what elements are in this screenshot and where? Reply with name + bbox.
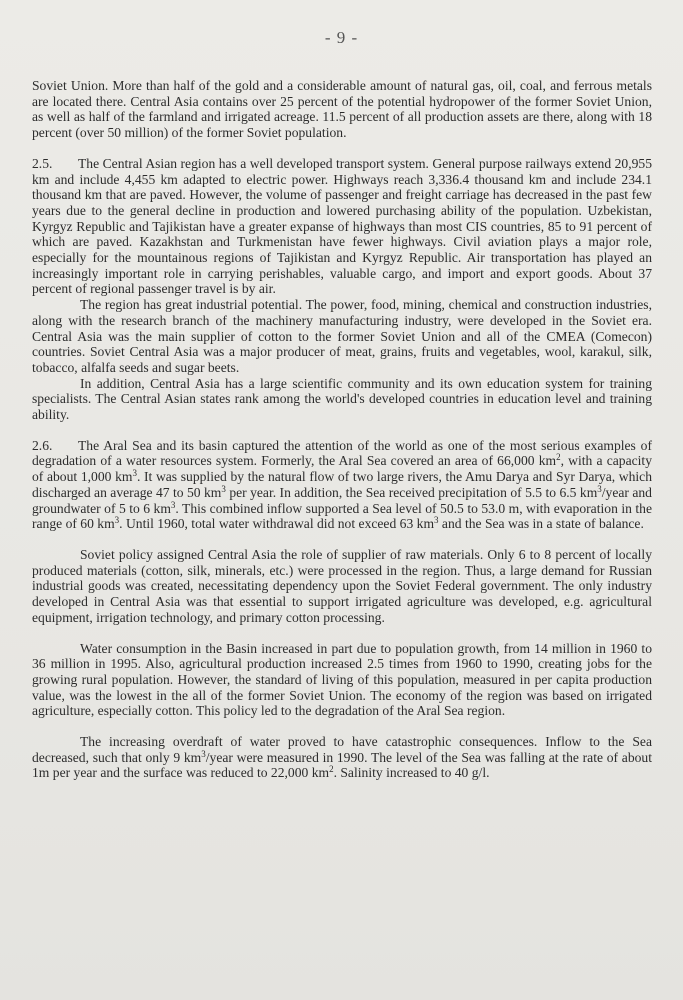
section-2-5-paragraph — [32, 156, 652, 297]
page-number: - 9 - — [324, 28, 359, 47]
section-number-2-5: 2.5. — [32, 155, 53, 171]
page-body — [32, 78, 652, 781]
soviet-policy-paragraph: Soviet policy assigned Central Asia the role of supplier of raw materials. Only 6 to 8 percent of locally produced materials (cotton, silk, minerals, etc.) were processed in the region. Thus, a large demand for Russian industrial goods was created, necessitating dependency upon the Soviet Federal government. The only industry developed in Central Asia was that essential to support irrigated agriculture was developed, e.g. agricultural equipment, irrigation technology, and primary cotton processing. — [32, 546, 652, 625]
superscript: 3 — [221, 483, 226, 494]
superscript: 3 — [132, 468, 137, 479]
superscript: 3 — [114, 515, 120, 526]
overdraft-text-b: /year were measured in 1990. The level of the Sea was falling at the rate of about 1m per year and the surface was reduced to 22,000 km — [32, 749, 652, 781]
section-2-6-text-g: . Until 1960, total water withdrawal did not exceed 63 km — [119, 516, 435, 532]
section-number-2-6: 2.6. — [32, 437, 53, 453]
section-2-5-text: The Central Asian region has a well developed transport system. General purpose railways extend 20,955 km and include 4,455 km adapted to electric power. Highways reach 3,336.4 thousand km and include 234.1 thousand km that are paved. However, the volume of passenger and freight carriage has decreased in the past few years due to the general decline in production and lowered purchasing ability of the population. Uzbekistan, Kyrgyz Republic and Tajikistan have a greater expanse of highways than most CIS countries, 85 to 91 percent of which are paved. Kazakhstan and Turkmenistan have fewer highways. Civil aviation plays a major role, especially for the mountainous regions of Tajikistan and Kyrgyz Republic. Air transportation has played an increasingly important role in carrying perishables, valuable cargo, and import and export goods. About 37 percent of regional passenger travel is by air. — [32, 155, 652, 297]
superscript: 2 — [556, 452, 561, 463]
superscript: 3 — [201, 748, 206, 759]
paragraph-continued-intro: Soviet Union. More than half of the gold and a considerable amount of natural gas, oil, coal, and ferrous metals are located there. Central Asia contains over 25 percent of the potential hydropower of the former Soviet Union, as well as half of the farmland and irrigated acreage. 11.5 percent of all production assets are there, along with 18 percent (over 50 million) of the former Soviet population. — [32, 78, 652, 141]
superscript: 2 — [329, 764, 334, 775]
section-2-6-text-b: , with a capacity of about 1,000 km — [32, 453, 652, 485]
section-2-6-text-d: per year. In addition, the Sea received precipitation of 5.5 to 6.5 km — [225, 484, 598, 500]
section-2-6-text-e: /year and groundwater of 5 to 6 km — [32, 484, 652, 516]
superscript: 3 — [434, 515, 439, 526]
section-2-6-text-f: . This combined inflow supported a Sea level of 50.5 to 53.0 m, with evaporation in the range of 60 km — [32, 500, 652, 532]
education-paragraph: In addition, Central Asia has a large scientific community and its own education system for training specialists. The Central Asian states rank among the world's developed countries in education level and training ability. — [32, 375, 652, 423]
superscript: 3 — [597, 483, 602, 494]
overdraft-text-c: . Salinity increased to 40 g/l. — [333, 765, 490, 781]
section-2-6-paragraph — [32, 438, 652, 532]
superscript: 3 — [170, 499, 176, 510]
overdraft-paragraph — [32, 734, 652, 781]
section-2-6-text-c: . It was supplied by the natural flow of two large rivers, the Amu Darya and Syr Darya, which discharged an average 47 to 50 km — [32, 469, 652, 500]
section-2-6-text-h: and the Sea was in a state of balance. — [438, 516, 644, 532]
section-2-6-text-a: The Aral Sea and its basin captured the attention of the world as one of the most serious examples of degradation of a water resources system. Formerly, the Aral Sea covered an area of 66,000 km — [32, 437, 652, 469]
water-consumption-paragraph: Water consumption in the Basin increased in part due to population growth, from 14 million in 1960 to 36 million in 1995. Also, agricultural production increased 2.5 times from 1960 to 1990, creating jobs for the growing rural population. However, the standard of living of this population, measured in per capita production value, was the lowest in the all of the former Soviet Union. The economy of the region was based on irrigated agriculture, especially cotton. This policy led to the degradation of the Aral Sea region. — [32, 640, 652, 719]
overdraft-text-a: The increasing overdraft of water proved to have catastrophic consequences. Inflow to the Sea decreased, such that only 9 km — [32, 734, 652, 765]
industrial-potential-paragraph: The region has great industrial potential. The power, food, mining, chemical and construction industries, along with the research branch of the machinery manufacturing industry, were developed in the Soviet era. Central Asia was the main supplier of cotton to the former Soviet Union and all of the CMEA (Comecon) countries. Soviet Central Asia was a major producer of meat, grains, fruits and vegetables, wool, karakul, silk, tobacco, alfalfa seeds and sugar beets. — [32, 297, 652, 375]
